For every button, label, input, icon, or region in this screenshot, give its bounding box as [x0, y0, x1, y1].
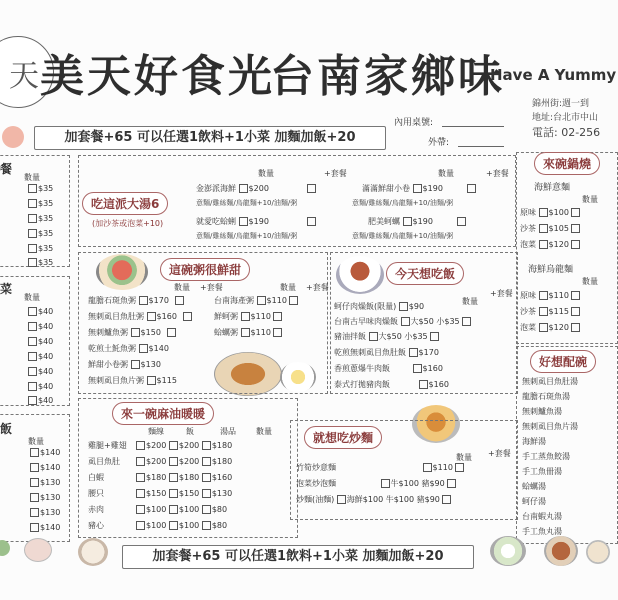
list-item[interactable]: 沙茶 $105: [520, 223, 581, 234]
porridge-qty-2: 數量: [280, 283, 296, 292]
list-item[interactable]: 肥美蚵蠣 $190: [368, 216, 467, 227]
roll-sub-1: 意麵/雞絲麵/烏龍麵+10/油麵/粥: [352, 199, 454, 207]
promo-banner-top: 加套餐+65 可以任選1飲料+1小菜 加麵加飯+20: [34, 126, 386, 150]
pot-title: 吃這派大湯6: [82, 192, 168, 215]
shrimp-illustration: [24, 538, 52, 562]
roll-sub-2: 意麵/雞絲麵/烏龍麵+10/油麵/粥: [352, 232, 454, 240]
list-item[interactable]: $40: [28, 352, 53, 361]
list-item[interactable]: 無刺虱目魚肚粥 $160: [88, 311, 193, 322]
list-item[interactable]: 海鮮湯: [522, 437, 546, 446]
soup-cup-illustration: [586, 540, 610, 564]
info-address: 地址:台北市中山: [532, 113, 599, 123]
shrimp-icon: [2, 126, 24, 148]
left-section-3-title: 飯: [0, 422, 13, 436]
list-item[interactable]: 無刺鱸魚湯: [522, 407, 562, 416]
sesame-title: 來一碗麻油暖暖: [112, 402, 214, 425]
list-item[interactable]: 蚵仔肉燥飯(限量) $90: [334, 302, 425, 311]
list-item[interactable]: 龍膽石斑魚湯: [522, 392, 570, 401]
table-row[interactable]: 雞腿+雞翅 $200 $200 $180: [88, 441, 233, 450]
list-item[interactable]: 原味 $100: [520, 207, 581, 218]
list-item[interactable]: $140: [30, 448, 60, 457]
list-item[interactable]: $40: [28, 367, 53, 376]
table-row[interactable]: 虱目魚肚 $200 $200 $180: [88, 457, 233, 466]
list-item[interactable]: 鮮蚵粥 $110: [214, 311, 283, 322]
table-row[interactable]: 豬心 $100 $100 $80: [88, 521, 228, 530]
list-item[interactable]: 沙茶 $115: [520, 306, 581, 317]
rice-set: +套餐: [490, 289, 513, 298]
list-item[interactable]: $35: [28, 258, 53, 267]
list-item[interactable]: 台南海產粥 $110: [214, 295, 299, 306]
list-item[interactable]: 手工魚冊湯: [522, 467, 562, 476]
list-item[interactable]: 泰式打拋豬肉飯 $160: [334, 380, 449, 389]
list-item[interactable]: 泡菜炒泡麵 牛$100 豬$90: [296, 478, 457, 489]
list-item[interactable]: 無刺虱目魚片湯: [522, 422, 578, 431]
right-s3-title: 好想配碗: [530, 350, 596, 373]
porridge-qty: 數量: [174, 283, 190, 292]
right-s1-sub: 海鮮意麵: [534, 183, 571, 193]
pot-sub-2: 意麵/雞絲麵/烏龍麵+10/油麵/粥: [196, 232, 298, 240]
roll-qty: 數量: [438, 169, 454, 178]
list-item[interactable]: 泡菜 $120: [520, 239, 581, 250]
left-s3-qty: 數量: [28, 437, 44, 446]
pot-sub-1: 意麵/雞絲麵/烏龍麵+10/油麵/粥: [196, 199, 298, 207]
list-item[interactable]: 乾煎土魠魚粥 $140: [88, 344, 169, 353]
sesame-qty: 數量: [256, 427, 272, 436]
list-item[interactable]: 龍膽石斑魚粥 $170: [88, 295, 185, 306]
list-item[interactable]: 蚵仔湯: [522, 497, 546, 506]
list-item[interactable]: 無刺虱目魚肚湯: [522, 377, 578, 386]
list-item[interactable]: $140: [30, 463, 60, 472]
list-item[interactable]: 手工蒸魚餃湯: [522, 452, 570, 461]
list-item[interactable]: 泡菜 $120: [520, 322, 581, 333]
list-item[interactable]: $35: [28, 229, 53, 238]
greens-illustration: [0, 540, 10, 556]
list-item[interactable]: 就愛吃蛤蜊 $190: [196, 216, 317, 227]
sesame-col-noodle: 麵線: [148, 427, 164, 436]
pot-qty: 數量: [258, 169, 274, 178]
pot-set: +套餐: [324, 169, 347, 178]
porridge-bowl-illustration: [78, 538, 108, 566]
right-s1-qty: 數量: [582, 195, 598, 204]
dumpling-soup-illustration: [490, 536, 526, 566]
list-item[interactable]: $40: [28, 322, 53, 331]
dine-in-label: 內用桌號:: [394, 118, 434, 128]
pot-note: (加沙茶或泡菜+10): [92, 219, 164, 228]
fried-title: 就想吃炒麵: [304, 426, 382, 449]
info-phone: 電話: 02-256: [532, 126, 601, 139]
promo-banner-bottom: 加套餐+65 可以任選1飲料+1小菜 加麵加飯+20: [122, 545, 474, 569]
left-section-1-title: 餐: [0, 162, 13, 176]
page-title-left: 美天好食光: [40, 51, 275, 102]
right-s1-title: 來碗鍋燒: [534, 152, 600, 175]
list-item[interactable]: 鮮甜小卷粥 $130: [88, 360, 161, 369]
takeout-label: 外帶:: [428, 138, 450, 148]
takeout-field[interactable]: [458, 146, 504, 147]
list-item[interactable]: $140: [30, 523, 60, 532]
info-hours: 錦州街:週一到: [532, 99, 590, 109]
list-item[interactable]: 台南古早味肉燥飯 大$50 小$35: [334, 316, 472, 327]
logo-mark: 天: [9, 59, 39, 94]
list-item[interactable]: $40: [28, 382, 53, 391]
list-item[interactable]: $130: [30, 493, 60, 502]
list-item[interactable]: 香煎蔥爆牛肉飯 $160: [334, 364, 443, 373]
list-item[interactable]: 乾煎無刺虱目魚肚飯 $170: [334, 348, 439, 357]
list-item[interactable]: $40: [28, 396, 53, 405]
rice-qty: 數量: [462, 297, 478, 306]
page-title-en: Have A Yummy: [490, 66, 617, 84]
right-s2-qty: 數量: [582, 277, 598, 286]
sesame-col-soup: 湯品: [220, 427, 236, 436]
left-section-2-title: 菜: [0, 282, 13, 296]
dine-in-field[interactable]: [442, 126, 504, 127]
list-item[interactable]: $40: [28, 337, 53, 346]
list-item[interactable]: 無刺虱目魚片粥 $115: [88, 376, 177, 385]
porridge-set-2: +套餐: [306, 283, 329, 292]
roll-set: +套餐: [486, 169, 509, 178]
list-item[interactable]: 炒麵(油麵) 海鮮$100 牛$100 豬$90: [296, 494, 452, 505]
left-s2-qty: 數量: [24, 293, 40, 302]
table-row[interactable]: 赤肉 $100 $100 $80: [88, 505, 228, 514]
list-item[interactable]: 手工魚丸湯: [522, 527, 562, 536]
list-item[interactable]: 竹筍炒意麵 $110: [296, 462, 465, 473]
table-row[interactable]: 腰只 $150 $150 $130: [88, 489, 233, 498]
fried-qty: 數量: [456, 453, 472, 462]
list-item[interactable]: 蛤蠣粥 $110: [214, 327, 283, 338]
list-item[interactable]: 金澎派海鮮 $200: [196, 183, 317, 194]
porridge-set: +套餐: [200, 283, 223, 292]
list-item[interactable]: $35: [28, 199, 53, 208]
list-item[interactable]: 蛤蠣湯: [522, 482, 546, 491]
braised-dish-illustration: [544, 536, 578, 566]
fried-set: +套餐: [488, 449, 511, 458]
table-row[interactable]: 白蝦 $180 $180 $160: [88, 473, 233, 482]
list-item[interactable]: 豬油拌飯 大$50 小$35: [334, 331, 440, 342]
rice-title: 今天想吃飯: [386, 262, 464, 285]
list-item[interactable]: 無刺鱸魚粥 $150: [88, 327, 177, 338]
list-item[interactable]: $35: [28, 244, 53, 253]
page-title-right: 台南家鄉味: [270, 51, 505, 102]
list-item[interactable]: 滿滿鮮甜小卷 $190: [362, 183, 477, 194]
right-s2-title: 海鮮烏龍麵: [528, 265, 574, 275]
list-item[interactable]: $40: [28, 307, 53, 316]
list-item[interactable]: $35: [28, 184, 53, 193]
left-s1-qty: 數量: [24, 173, 40, 182]
list-item[interactable]: $130: [30, 478, 60, 487]
list-item[interactable]: $130: [30, 508, 60, 517]
sesame-col-rice: 飯: [186, 427, 194, 436]
list-item[interactable]: $35: [28, 214, 53, 223]
list-item[interactable]: 原味 $110: [520, 290, 581, 301]
porridge-title: 這碗粥很鮮甜: [160, 258, 250, 281]
list-item[interactable]: 台南蝦丸湯: [522, 512, 562, 521]
